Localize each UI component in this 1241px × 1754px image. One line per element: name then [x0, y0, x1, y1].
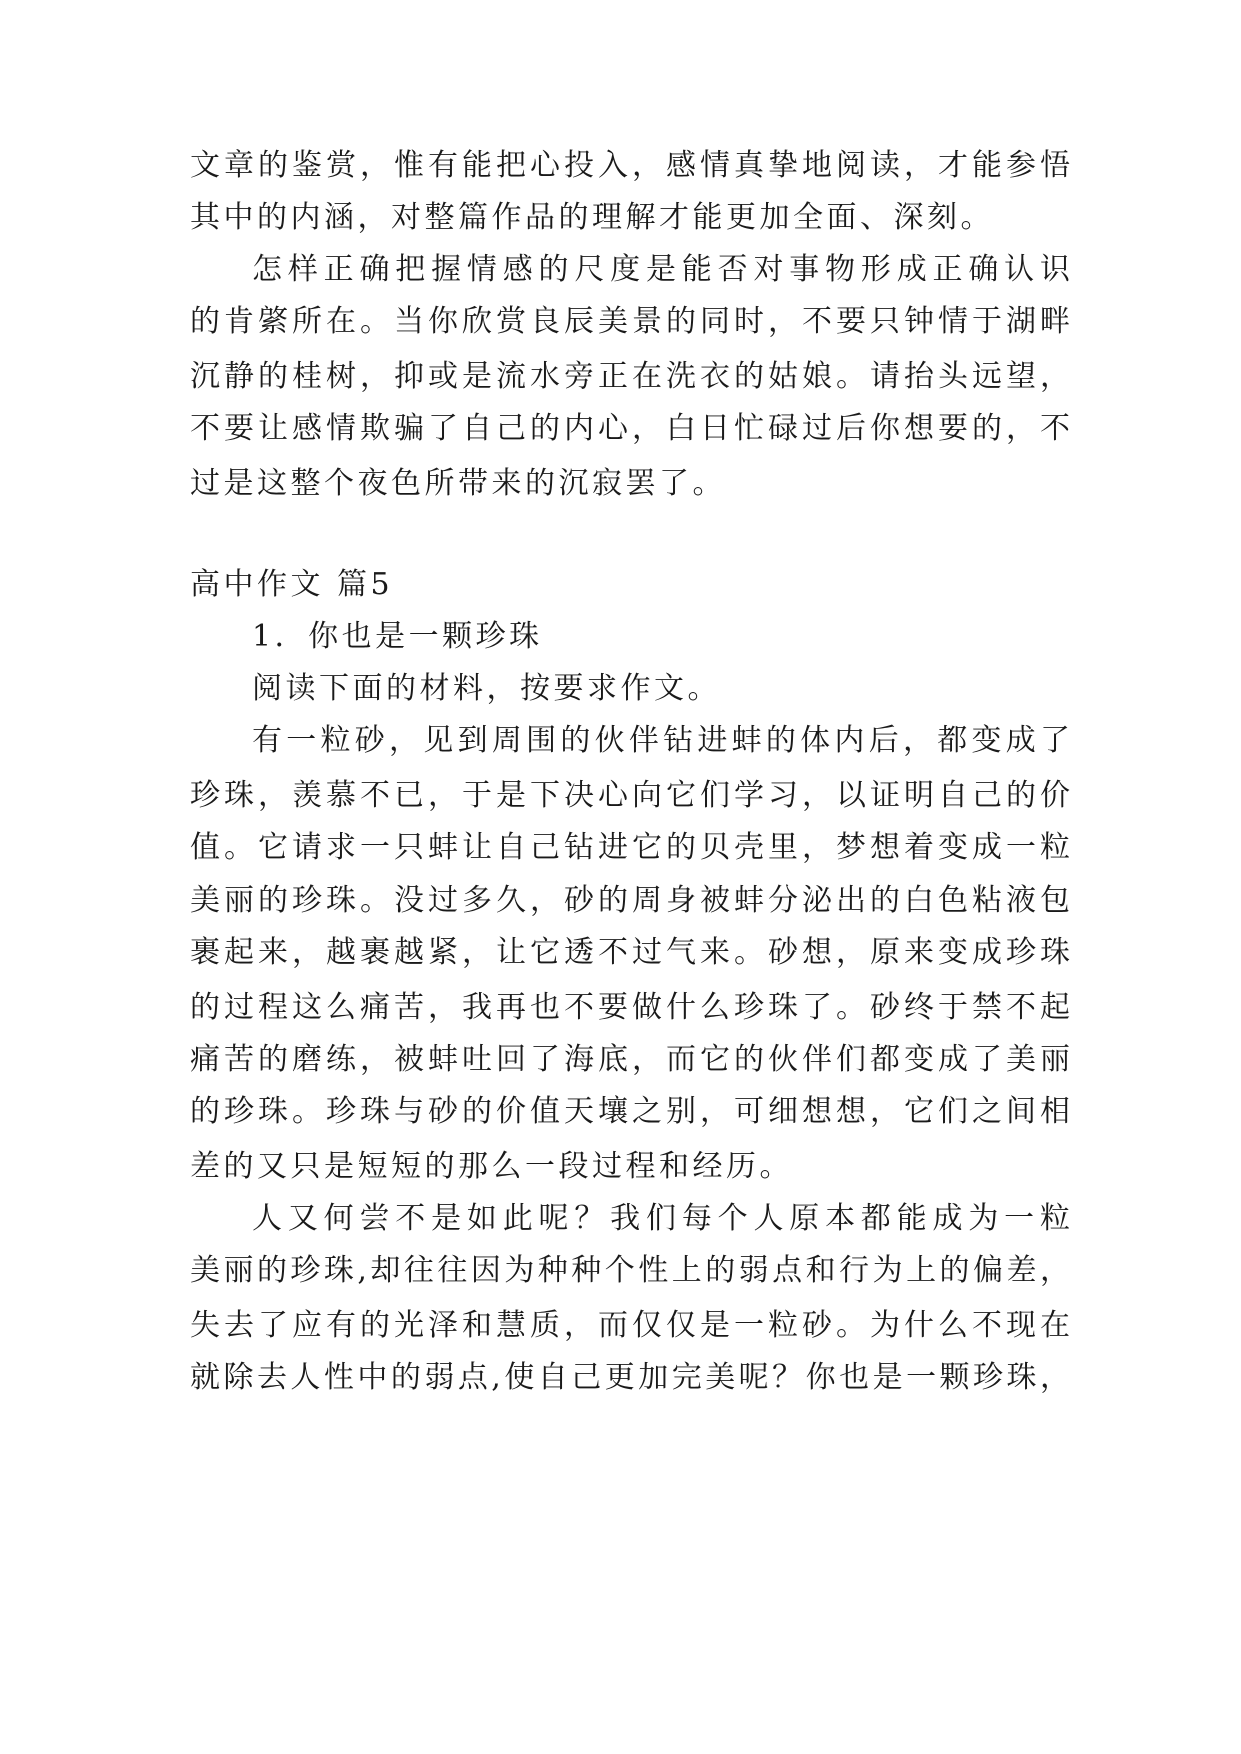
paragraph-line: 怎样正确把握情感的尺度是能否对事物形成正确认识 — [252, 252, 1070, 287]
paragraph-line: 其中的内涵，对整篇作品的理解才能更加全面、深刻。 — [190, 200, 994, 235]
paragraph-line: 的珍珠。珍珠与砂的价值天壤之别，可细想想，它们之间相 — [190, 1094, 1070, 1129]
paragraph-line: 有一粒砂，见到周围的伙伴钻进蚌的体内后，都变成了 — [252, 723, 1070, 758]
paragraph-line: 的过程这么痛苦，我再也不要做什么珍珠了。砂终于禁不起 — [190, 990, 1070, 1025]
paragraph-line: 失去了应有的光泽和慧质，而仅仅是一粒砂。为什么不现在 — [190, 1308, 1070, 1343]
paragraph-line: 裹起来，越裹越紧，让它透不过气来。砂想，原来变成珍珠 — [190, 935, 1070, 970]
paragraph-line: 沉静的桂树，抑或是流水旁正在洗衣的姑娘。请抬头远望， — [190, 359, 1070, 394]
paragraph-line: 美丽的珍珠,却往往因为种种个性上的弱点和行为上的偏差， — [190, 1253, 1070, 1288]
paragraph-line: 文章的鉴赏，惟有能把心投入，感情真挚地阅读，才能参悟 — [190, 148, 1070, 183]
paragraph-line: 差的又只是短短的那么一段过程和经历。 — [190, 1149, 793, 1184]
prompt-title: 1．你也是一颗珍珠 — [252, 619, 543, 654]
paragraph-line: 的肯綮所在。当你欣赏良辰美景的同时，不要只钟情于湖畔 — [190, 304, 1070, 339]
paragraph-line: 不要让感情欺骗了自己的内心，白日忙碌过后你想要的，不 — [190, 411, 1070, 446]
paragraph-line: 就除去人性中的弱点,使自己更加完美呢？你也是一颗珍珠， — [190, 1360, 1070, 1395]
paragraph-line: 阅读下面的材料，按要求作文。 — [252, 671, 721, 706]
paragraph-line: 过是这整个夜色所带来的沉寂罢了。 — [190, 466, 726, 501]
section-heading: 高中作文 篇5 — [190, 567, 394, 602]
paragraph-line: 珍珠，羡慕不已，于是下决心向它们学习，以证明自己的价 — [190, 778, 1070, 813]
paragraph-line: 痛苦的磨练，被蚌吐回了海底，而它的伙伴们都变成了美丽 — [190, 1042, 1070, 1077]
paragraph-line: 人又何尝不是如此呢？我们每个人原本都能成为一粒 — [252, 1201, 1070, 1236]
paragraph-line: 值。它请求一只蚌让自己钻进它的贝壳里，梦想着变成一粒 — [190, 830, 1070, 865]
paragraph-line: 美丽的珍珠。没过多久，砂的周身被蚌分泌出的白色粘液包 — [190, 883, 1070, 918]
